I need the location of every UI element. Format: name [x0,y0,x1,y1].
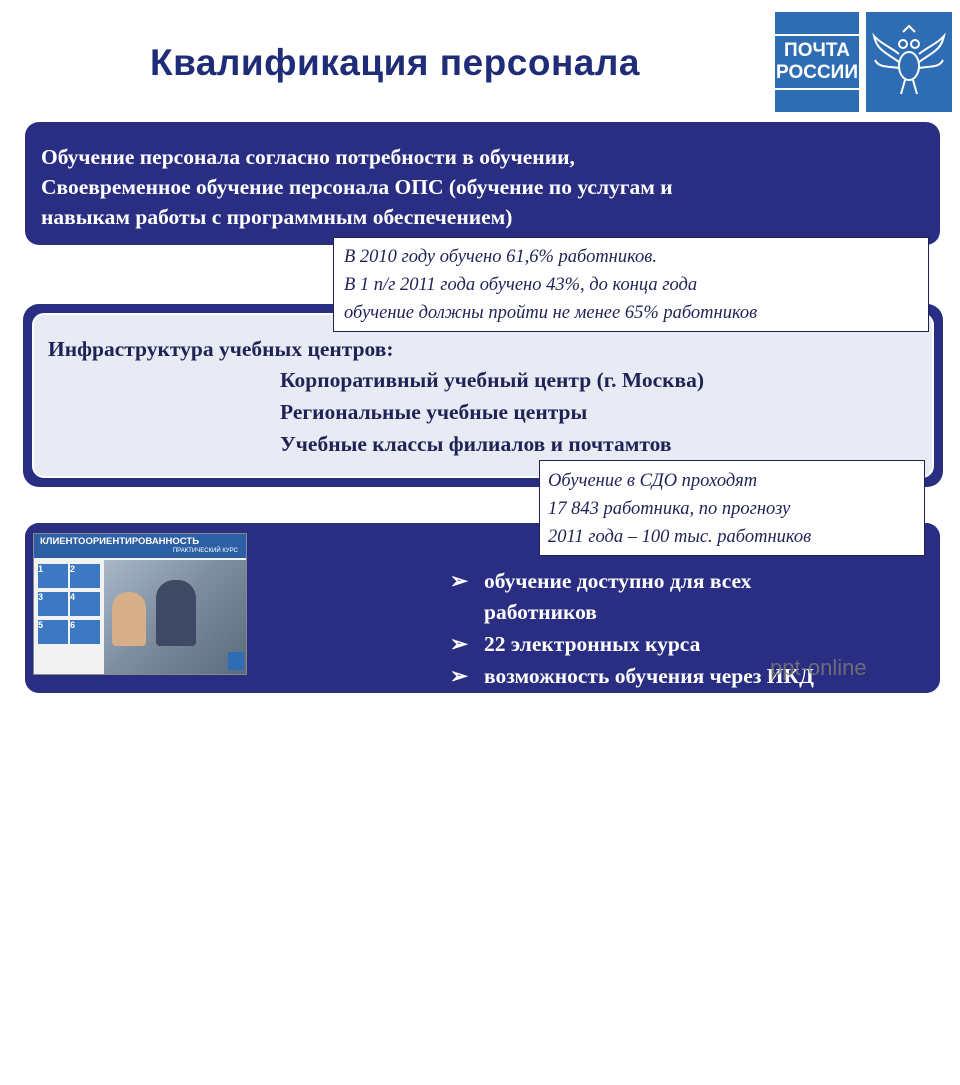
callout1-line-2: В 1 п/г 2011 года обучено 43%, до конца года [344,275,698,295]
bullet-item-3: ➢ возможность обучения через ИКД [450,661,814,691]
page-title: Квалификация персонала [150,42,640,83]
arrow-bullet-icon: ➢ [450,569,469,593]
thumbnail-title: КЛИЕНТООРИЕНТИРОВАННОСТЬ [40,536,200,547]
arrow-bullet-icon: ➢ [450,632,469,656]
thumbnail-cell: 5 [38,620,68,644]
thumbnail-subtitle: ПРАКТИЧЕСКИЙ КУРС [172,548,238,554]
box1-line-1: Обучение персонала согласно потребности в обучении, [41,145,575,169]
callout2-line-3: 2011 года – 100 тыс. работников [548,527,812,547]
infrastructure-item-1: Корпоративный учебный центр (г. Москва) [280,368,705,392]
infrastructure-heading: Инфраструктура учебных центров: [48,337,394,361]
infrastructure-item-2: Региональные учебные центры [280,400,588,424]
thumbnail-cell: 4 [70,592,100,616]
logo-line1: ПОЧТА [784,40,850,61]
bullet-item-2: ➢ 22 электронных курса [450,629,700,659]
callout2-line-1: Обучение в СДО проходят [548,471,758,491]
training-needs-panel [25,122,940,245]
thumbnail-cell: 2 [70,564,100,588]
distance-learning-heading: ционного обучения: [273,1060,467,1084]
thumbnail-cell: 6 [70,620,100,644]
thumbnail-logo-icon [228,652,244,670]
bullet-item-1-cont: работников [484,600,597,624]
box1-line-2: Своевременное обучение персонала ОПС (обучение по услугам и [41,175,673,199]
box1-line-3: навыкам работы с программным обеспечением) [41,205,513,229]
bullet-item-1: ➢ обучение доступно для всех [450,566,751,596]
callout1-line-1: В 2010 году обучено 61,6% работников. [344,247,657,267]
course-thumbnail-image [33,533,247,675]
thumbnail-cell: 3 [38,592,68,616]
person-figure [156,580,196,646]
watermark: ppt-online [770,655,867,680]
sdo-stats-callout [539,460,925,556]
thumbnail-cell: 1 [38,564,68,588]
infrastructure-item-3: Учебные классы филиалов и почтамтов [280,432,672,456]
eagle-emblem-icon [866,12,952,112]
callout1-line-3: обучение должны пройти не менее 65% работников [344,303,758,323]
logo-line2: РОССИИ [776,62,858,83]
arrow-bullet-icon: ➢ [450,664,469,688]
pochta-logo [775,12,859,112]
person-figure [112,592,146,646]
training-stats-callout [333,237,929,332]
callout2-line-2: 17 843 работника, по прогнозу [548,499,791,519]
